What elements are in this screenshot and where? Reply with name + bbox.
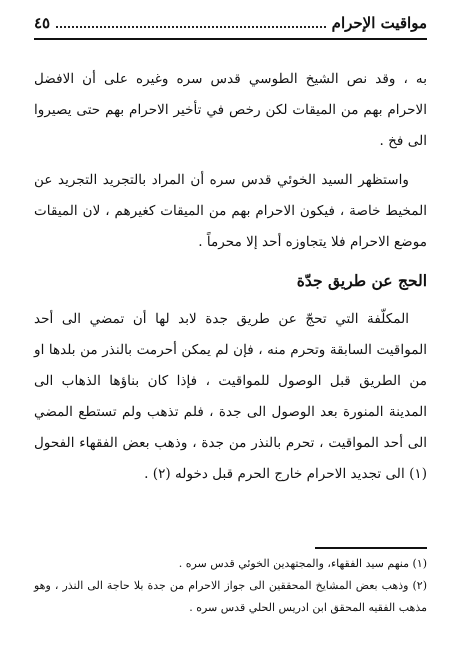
footnote-marker-1[interactable]: (١) [409, 466, 427, 482]
paragraph-3-end: . [144, 466, 149, 482]
chapter-title: مواقيت الإحرام [331, 14, 427, 32]
dotted-leader [56, 14, 326, 28]
section-heading: الحج عن طريق جدّة [296, 271, 427, 290]
running-header [34, 14, 427, 36]
header-rule [34, 38, 427, 40]
page-number: ٤٥ [34, 14, 51, 32]
paragraph-1: به ، وقد نص الشيخ الطوسي قدس سره وغيره على أن الافضل الاحرام بهم من الميقات لكن رخص في تأخير الاحرام بهم حتى يصيروا الى فخ . [34, 71, 427, 149]
paragraph-2: واستظهر السيد الخوئي قدس سره أن المراد بالتجريد التجريد عن المخيط خاصة ، فيكون الاحرام بهم من الميقات كغيرهم ، لان الميقات موضع الاحرام فلا يتجاوزه أحد إلا محرماً . [34, 172, 427, 250]
page [34, 14, 427, 490]
paragraph-3-tail: الى تجديد الاحرام خارج الحرم قبل دخوله [175, 466, 405, 482]
footnote-1: (١) منهم سيد الفقهاء، والمجتهدين الخوئي قدس سره . [178, 557, 427, 570]
footnote-2: (٢) وذهب بعض المشايخ المحققين الى جواز الاحرام من جدة بلا حاجة الى النذر ، وهو مذهب الفقيه المحقق ابن ادريس الحلي قدس سره . [34, 579, 427, 614]
footnote-marker-2[interactable]: (٢) [152, 466, 171, 482]
footnotes [34, 547, 427, 619]
paragraph-3-text: المكلّفة التي تحجّ عن طريق جدة لابد لها أن تمضي الى أحد المواقيت السابقة وتحرم منه ، فإن لم يمكن أحرمت بالنذر من بلدها او من الطريق قبل الوصول للمواقيت ، فإذا كان بناؤها الذهاب الى المدينة المنورة بعد الوصول الى جدة ، فلم تذهب ولم تستطع المضي الى أحد المواقيت ، تحرم بالنذر من جدة ، وذهب بعض الفقهاء الفحول [34, 311, 427, 451]
paragraph-3 [34, 304, 427, 490]
footnote-rule [315, 547, 427, 549]
